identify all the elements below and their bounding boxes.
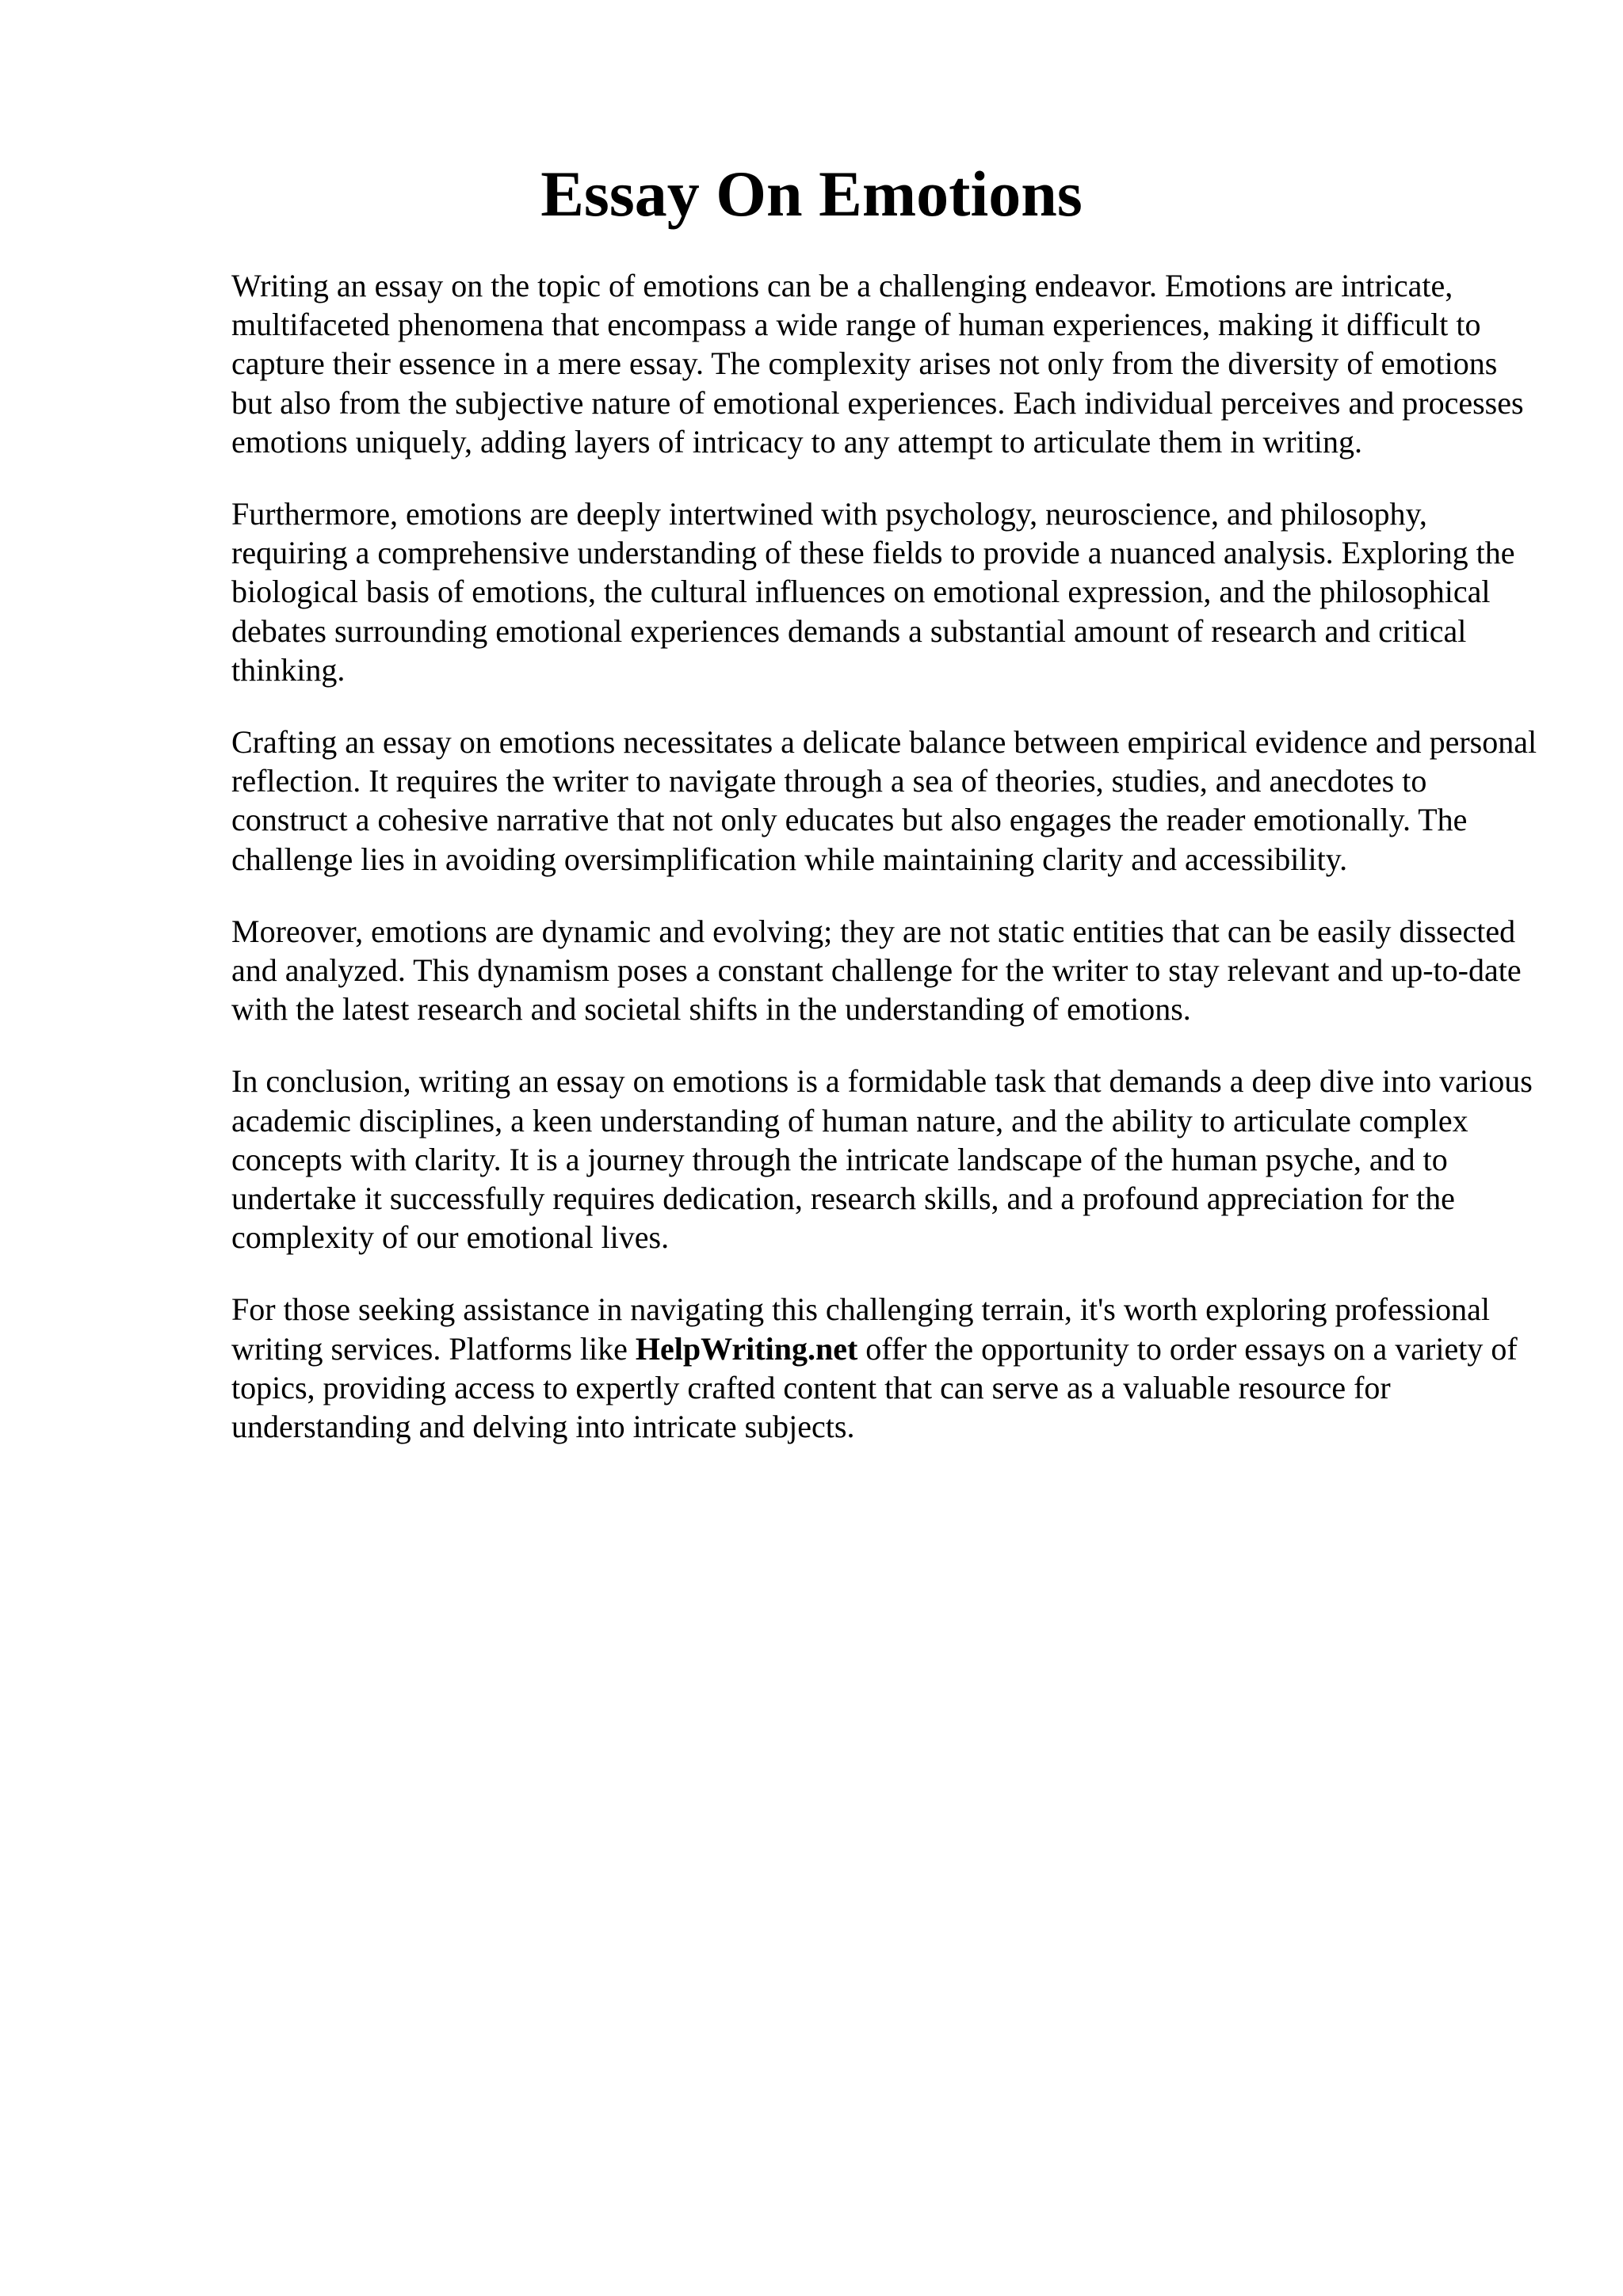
paragraph-2: Furthermore, emotions are deeply intertwined with psychology, neuroscience, and philosophy, requiring a comprehensive understanding of these fields to provide a nuanced analysis. Exploring the biological basis of emotions, the cultural influences on emotional expression, and the philosophical debates surrounding emotional experiences demands a substantial amount of research and critical thinking.: [231, 496, 1515, 688]
brand-name: HelpWriting.net: [635, 1330, 858, 1367]
paragraph-6-text-before: For those seeking assistance in navigating this challenging terrain, it's worth exploring professional writing services. Platforms like: [231, 1291, 1490, 1367]
paragraph-6-text-after: offer the opportunity to order essays on a variety of topics, providing access to expertly crafted content that can serve as a valuable resource for understanding and delving into intricate subjects.: [231, 1330, 1518, 1445]
document-body: [231, 266, 1539, 1479]
paragraph-4: Moreover, emotions are dynamic and evolving; they are not static entities that can be easily dissected and analyzed. This dynamism poses a constant challenge for the writer to stay relevant and up-to-date with the latest research and societal shifts in the understanding of emotions.: [231, 913, 1522, 1028]
paragraph-1: Writing an essay on the topic of emotions can be a challenging endeavor. Emotions are intricate, multifaceted phenomena that encompass a wide range of human experiences, making it difficult to capture their essence in a mere essay. The complexity arises not only from the diversity of emotions but also from the subjective nature of emotional experiences. Each individual perceives and processes emotions uniquely, adding layers of intricacy to any attempt to articulate them in writing.: [231, 268, 1524, 460]
paragraph-5: In conclusion, writing an essay on emotions is a formidable task that demands a deep dive into various academic disciplines, a keen understanding of human nature, and the ability to articulate complex concepts with clarity. It is a journey through the intricate landscape of the human psyche, and to undertake it successfully requires dedication, research skills, and a profound appreciation for the complexity of our emotional lives.: [231, 1063, 1533, 1256]
paragraph-3: Crafting an essay on emotions necessitates a delicate balance between empirical evidence and personal reflection. It requires the writer to navigate through a sea of theories, studies, and anecdotes to construct a cohesive narrative that not only educates but also engages the reader emotionally. The challenge lies in avoiding oversimplification while maintaining clarity and accessibility.: [231, 724, 1537, 877]
document-title: Essay On Emotions: [540, 158, 1083, 230]
paragraph-6: [231, 1290, 1539, 1446]
